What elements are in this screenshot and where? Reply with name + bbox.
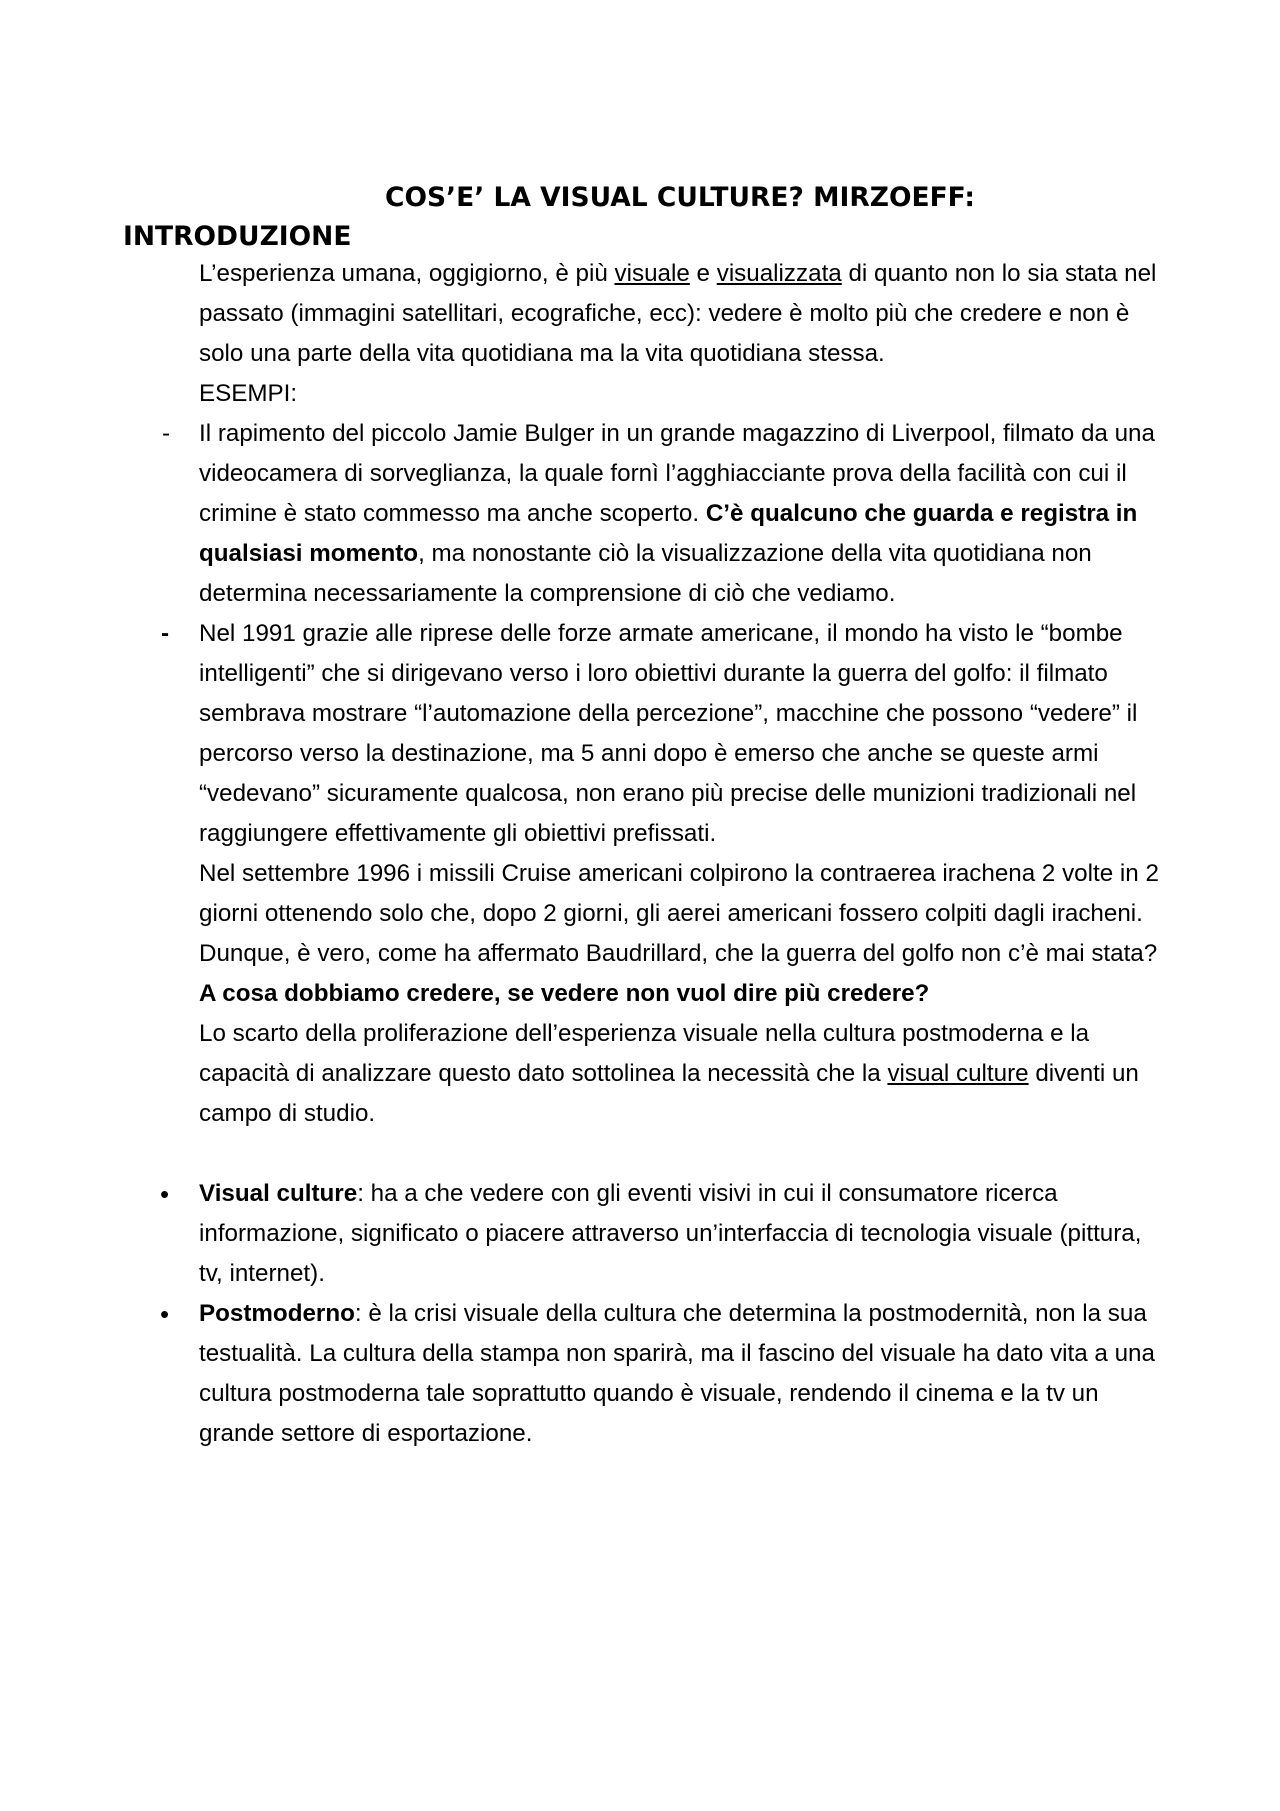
definition-text	[199, 1174, 1169, 1294]
intro-text-a: L’esperienza umana, oggigiorno, è più	[199, 260, 615, 287]
definition-item-visual-culture	[160, 1174, 1169, 1294]
title-line-2: INTRODUZIONE	[123, 221, 352, 252]
blank-line	[199, 1134, 1169, 1174]
example-1-after: , ma nonostante ciò la visualizzazione della vita quotidiana non determina necessariamente la comprensione di ciò che vediamo.	[199, 540, 1092, 607]
underlined-visual-culture: visual culture	[887, 1060, 1029, 1087]
underlined-visuale: visuale	[614, 260, 690, 287]
example-1-bold: C’è qualcuno che guarda e registra in qualsiasi momento	[199, 500, 1138, 567]
example-item-2	[161, 614, 1169, 1134]
dash-marker: -	[162, 420, 171, 447]
definition-text	[199, 1294, 1169, 1454]
document-title	[123, 178, 1123, 256]
definition-term: Visual culture	[199, 1180, 358, 1207]
bullet-icon: •	[160, 1299, 170, 1329]
example-item-1	[162, 414, 1169, 614]
intro-paragraph	[199, 254, 1169, 374]
example-2-text: Nel 1991 grazie alle riprese delle forze armate americane, il mondo ha visto le “bombe intelligenti” che si dirigevano verso i loro obiettivi durante la guerra del golfo: il filmato sembrava mostrare “l’automazione della percezione”, macchine che possono “vedere” il percorso verso la destinazione, ma 5 anni dopo è emerso che anche se queste armi “vedevano” sicuramente qualcosa, non erano più precise delle munizioni tradizionali nel raggiungere effettivamente gli obiettivi prefissati.	[199, 620, 1138, 847]
example-1-text	[199, 414, 1169, 614]
intro-text-rest: di quanto non lo sia stata nel passato (immagini satellitari, ecografiche, ecc): vedere è molto più che credere e non è solo una parte della vita quotidiana ma la vita quotidiana stessa.	[199, 260, 1157, 367]
example-2-p4-b: diventi un campo di studio.	[199, 1060, 1139, 1127]
definition-body: : è la crisi visuale della cultura che determina la postmodernità, non la sua testualità. La cultura della stampa non sparirà, ma il fascino del visuale ha dato vita a una cultura postmoderna tale soprattutto quando è visuale, rendendo il cinema e la tv un grande settore di esportazione.	[199, 1300, 1155, 1447]
definition-body: : ha a che vedere con gli eventi visivi in cui il consumatore ricerca informazione, significato o piacere attraverso un’interfaccia di tecnologia visuale (pittura, tv, internet).	[199, 1180, 1142, 1287]
example-2-question: Dunque, è vero, come ha affermato Baudrillard, che la guerra del golfo non c’è mai stata?	[199, 940, 1158, 967]
underlined-visualizzata: visualizzata	[716, 260, 842, 287]
example-2-p4-a: Lo scarto della proliferazione dell’esperienza visuale nella cultura postmoderna e la capacità di analizzare questo dato sottolinea la necessità che la	[199, 1020, 1090, 1087]
intro-text-e: e	[689, 260, 717, 287]
example-2-paragraph-3	[199, 934, 1169, 1014]
esempi-label: ESEMPI:	[199, 380, 298, 407]
bullet-icon: •	[160, 1179, 170, 1209]
example-2-paragraph-2: Nel settembre 1996 i missili Cruise americani colpirono la contraerea irachena 2 volte in 2 giorni ottenendo solo che, dopo 2 giorni, gli aerei americani fossero colpiti dagli iracheni.	[199, 860, 1159, 927]
example-1-sentence: Il rapimento del piccolo Jamie Bulger in un grande magazzino di Liverpool, filmato da una videocamera di sorveglianza, la quale fornì l’agghiacciante prova della facilità con cui il crimine è stato commesso ma anche scoperto.	[199, 420, 1155, 527]
definition-term: Postmoderno	[199, 1300, 355, 1327]
example-2-paragraph-4	[199, 1014, 1169, 1134]
example-2-bold-question: A cosa dobbiamo credere, se vedere non vuol dire più credere?	[199, 980, 930, 1007]
dash-marker: -	[161, 620, 170, 647]
definition-item-postmoderno	[160, 1294, 1169, 1454]
document-body	[160, 254, 1169, 1454]
title-line-1: COS’E’ LA VISUAL CULTURE? MIRZOEFF:	[385, 182, 975, 213]
